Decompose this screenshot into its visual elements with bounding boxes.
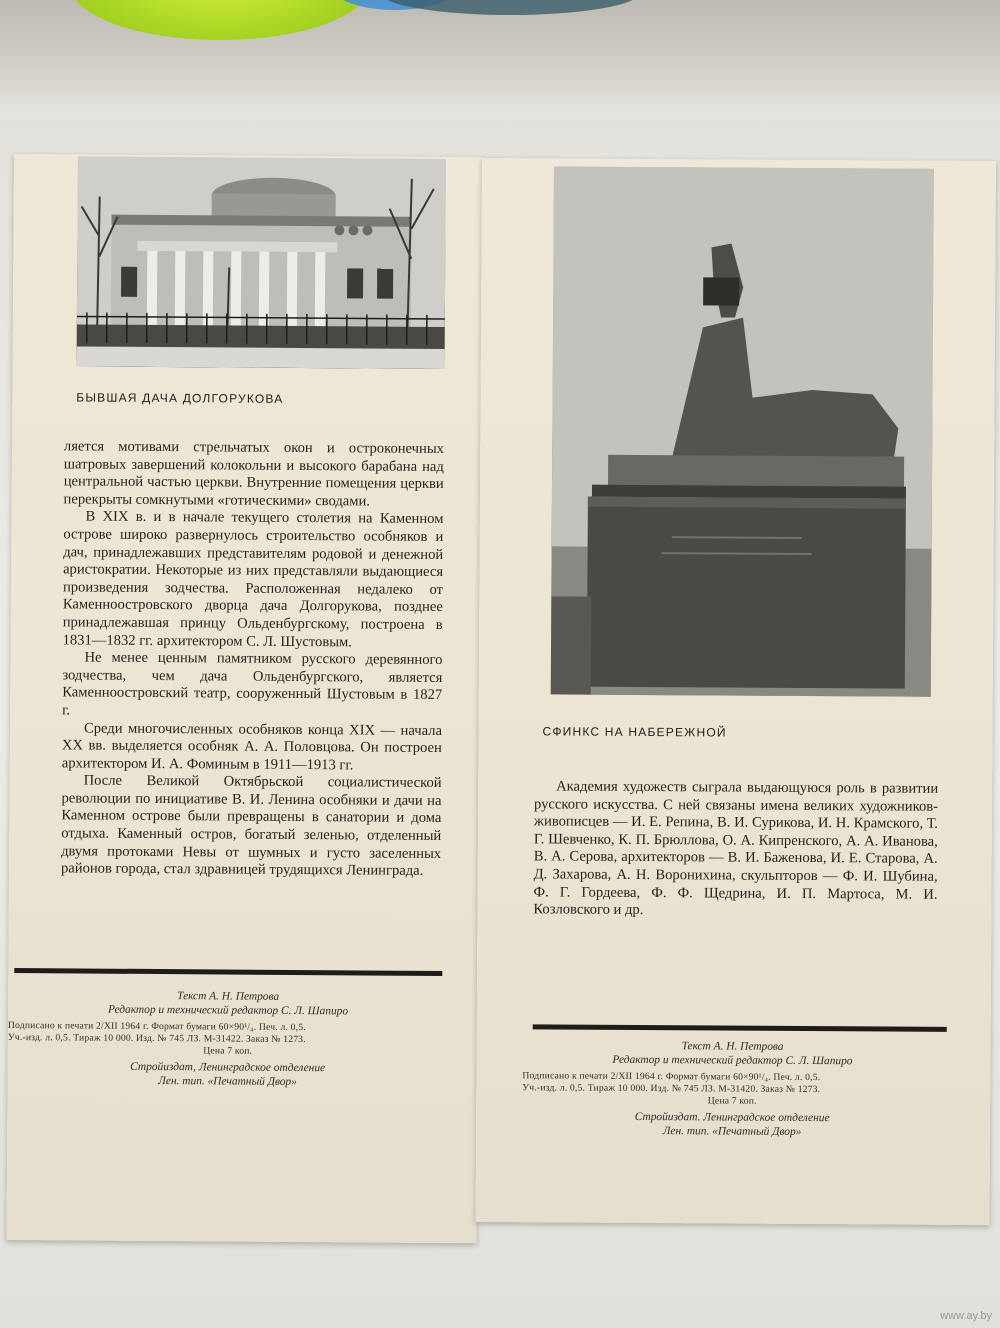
- imprint-price: Цена 7 коп.: [203, 1045, 253, 1057]
- caption-right: СФИНКС НА НАБЕРЕЖНОЙ: [542, 724, 727, 740]
- imprint-right: [522, 1038, 943, 1140]
- imprint-printer: Лен. тип. «Печатный Двор»: [158, 1075, 297, 1088]
- imprint-author: Текст А. Н. Петрова: [177, 990, 280, 1003]
- sphinx-illustration: [551, 166, 934, 696]
- paragraph: Среди многочисленных особняков конца XIX — начала XX вв. выделяется особняк А. А. Половцова. Он построен архитектором И. А. Фоминым в 1911—1913 гг.: [61, 720, 443, 774]
- divider-rule: [533, 1024, 947, 1032]
- building-illustration: [77, 156, 446, 369]
- watermark: www.ay.by: [940, 1310, 992, 1322]
- paragraph: После Великой Октябрьской социалистической революции по инициативе В. И. Ленина особняки и дачи на Каменном острове были превращены в санатории и дома отдыха. Каменный остров, богатый зеленью, отделенный двумя протоками Невы от шумных и густо заселенных районов города, стал здравницей трудящихся Ленинграда.: [60, 772, 442, 880]
- imprint-publisher: Стройиздат, Ленинградское отделение: [130, 1060, 326, 1075]
- imprint-printer: Лен. тип. «Печатный Двор»: [662, 1125, 802, 1138]
- imprint-line2: Уч.-изд. л. 0,5. Тираж 10 000. Изд. № 745 ЛЗ. М-31420. Заказ № 1273.: [522, 1082, 821, 1096]
- divider-rule: [14, 968, 442, 976]
- caption-left: БЫВШАЯ ДАЧА ДОЛГОРУКОВА: [76, 390, 284, 406]
- photo-dolgorukov-dacha: [77, 156, 446, 369]
- paragraph: Академия художеств сыграла выдающуюся роль в развитии русского искусства. С ней связаны имена великих художников-живописцев — И. Е. Репина, В. И. Сурикова, И. Н. Крамского, Т. Г. Шевченко, К. П. Брюллова, О. А. Кипренского, А. А. Иванова, В. А. Серова, архитекторов — В. И. Баженова, И. Е. Старова, А. Д. Захарова, А. Н. Воронихина, скульпторов — Ф. И. Шубина, Ф. Г. Гордеева, Ф. Ф. Щедрина, И. П. Мартоса, М. И. Козловского и др.: [533, 778, 939, 919]
- left-leaflet: [6, 154, 484, 1243]
- right-body-text: [533, 778, 938, 921]
- imprint-publisher: Стройиздат. Ленинградское отделение: [634, 1110, 830, 1125]
- imprint-editor: Редактор и технический редактор С. Л. Шапиро: [612, 1053, 853, 1068]
- left-body-text: [61, 438, 444, 880]
- imprint-editor: Редактор и технический редактор С. Л. Шапиро: [107, 1003, 349, 1018]
- imprint-price: Цена 7 коп.: [707, 1095, 757, 1107]
- imprint-line1: Подписано к печати 2/XII 1964 г. Формат бумаги 60×90¹/₄. Печ. л. 0,5.: [522, 1070, 821, 1084]
- paragraph: Не менее ценным памятником русского деревянного зодчества, чем дача Ольденбургского, является Каменноостровский театр, сооруженный Шустовым в 1827 г.: [62, 649, 443, 719]
- paragraph: ляется мотивами стрельчатых окон и остроконечных шатровых завершений колокольни и высокого барабана над центральной частью церкви. Внутренние помещения церкви перекрыты сомкнутыми «готическими» сводами.: [63, 438, 445, 510]
- imprint-line1: Подписано к печати 2/XII 1964 г. Формат бумаги 60×90¹/₄. Печ. л. 0,5.: [7, 1019, 306, 1034]
- imprint-line2: Уч.-изд. л. 0,5. Тираж 10 000. Изд. № 745 ЛЗ. М-31422. Заказ № 1273.: [7, 1031, 306, 1046]
- photo-sphinx: [551, 166, 934, 696]
- imprint-left: [7, 988, 448, 1090]
- paragraph: В XIX в. и в начале текущего столетия на Каменном острове широко развернулось строительство особняков и дач, принадлежавших представителям родовой и денежной аристократии. Некоторые из них представляли выдающиеся произведения зодчества. Расположенная недалеко от Каменноостровского дворца дача Долгорукова, позднее принадлежавшая принцу Ольденбургскому, построена в 1831—1832 гг. архитектором С. Л. Шустовым.: [62, 508, 444, 650]
- right-leaflet: [476, 158, 996, 1225]
- imprint-author: Текст А. Н. Петрова: [681, 1040, 784, 1053]
